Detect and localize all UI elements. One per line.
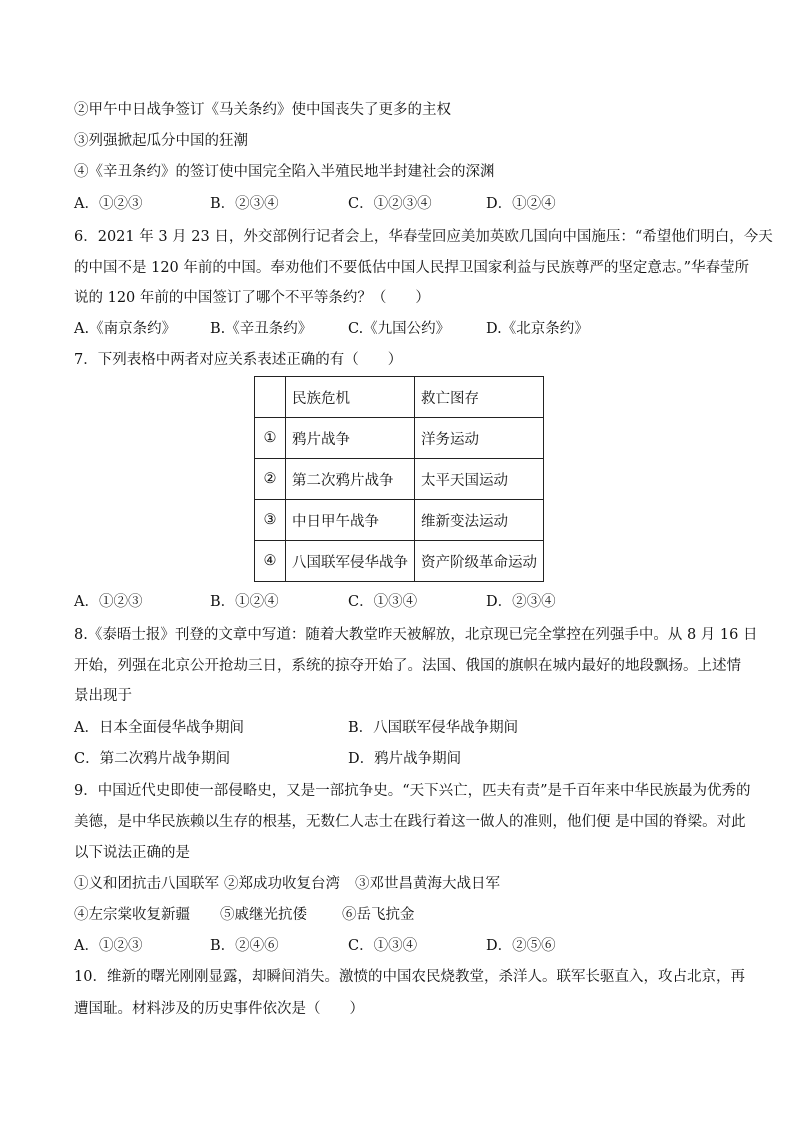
q7-row-2-index: ②	[255, 459, 286, 500]
q7-option-b[interactable]: B．①②④	[210, 594, 279, 610]
q6-options	[74, 319, 734, 339]
q9-stem-line-2: 美德，是中华民族赖以生存的根基，无数仁人志士在践行着这一做人的准则，他们便 是中国的脊梁。对此	[74, 814, 746, 830]
table-row	[255, 418, 544, 459]
q7-row-1-index: ①	[255, 418, 286, 459]
q9-item-4: ④左宗棠收复新疆	[74, 907, 190, 923]
q7-table	[254, 376, 544, 582]
q6-option-d[interactable]: D.《北京条约》	[486, 321, 589, 337]
q7-option-d[interactable]: D．②③④	[486, 594, 556, 610]
q7-option-c[interactable]: C．①③④	[348, 594, 418, 610]
q8-option-b[interactable]: B．八国联军侵华战争期间	[348, 720, 519, 736]
q9-item-3: ③邓世昌黄海大战日军	[355, 876, 500, 892]
q8-option-c[interactable]: C．第二次鸦片战争期间	[74, 751, 231, 767]
table-row	[255, 500, 544, 541]
q5-option-c[interactable]: C．①②③④	[348, 196, 432, 212]
q9-stem-line-1: 9．中国近代史即使一部侵略史，又是一部抗争史。“天下兴亡，匹夫有责”是千百年来中华民族最为优秀的	[74, 783, 751, 799]
q5-statement-3: ③列强掀起瓜分中国的狂潮	[74, 133, 248, 149]
q6-option-a[interactable]: A.《南京条约》	[74, 321, 177, 337]
q8-option-d[interactable]: D．鸦片战争期间	[348, 751, 462, 767]
q7-table-header-row	[255, 377, 544, 418]
q9-option-a[interactable]: A．①②③	[74, 938, 143, 954]
q5-statement-2: ②甲午中日战争签订《马关条约》使中国丧失了更多的主权	[74, 102, 451, 118]
q8-stem-line-1: 8.《泰晤士报》刊登的文章中写道：随着大教堂昨天被解放，北京现已完全掌控在列强手中。从 8 月 16 日	[74, 627, 758, 643]
q8-option-a[interactable]: A．日本全面侵华战争期间	[74, 720, 244, 736]
table-row	[255, 459, 544, 500]
q9-option-d[interactable]: D．②⑤⑥	[486, 938, 556, 954]
q6-option-c[interactable]: C.《九国公约》	[348, 321, 451, 337]
q5-option-d[interactable]: D．①②④	[486, 196, 556, 212]
q7-table-header-crisis: 民族危机	[286, 377, 415, 418]
q9-option-c[interactable]: C．①③④	[348, 938, 418, 954]
q5-options	[74, 194, 734, 214]
q7-row-4-salvation: 资产阶级革命运动	[415, 541, 544, 582]
q6-stem-line-1: 6．2021 年 3 月 23 日，外交部例行记者会上，华春莹回应美加英欧几国向中国施压：“希望他们明白，今天	[74, 229, 773, 245]
q10-stem-line-1: 10．维新的曙光刚刚显露，却瞬间消失。激愤的中国农民烧教堂，杀洋人。联军长驱直入，攻占北京，再	[74, 969, 745, 985]
q7-row-4-index: ④	[255, 541, 286, 582]
q7-table-header-salvation: 救亡图存	[415, 377, 544, 418]
q5-option-b[interactable]: B．②③④	[210, 196, 279, 212]
q10-stem-line-2: 遭国耻。材料涉及的历史事件依次是（ ）	[74, 1001, 364, 1017]
q9-item-1: ①义和团抗击八国联军	[74, 876, 219, 892]
q7-stem: 7．下列表格中两者对应关系表述正确的有（ ）	[74, 352, 403, 368]
q7-row-1-salvation: 洋务运动	[415, 418, 544, 459]
q9-item-5: ⑤戚继光抗倭	[220, 907, 307, 923]
q5-statement-4: ④《辛丑条约》的签订使中国完全陷入半殖民地半封建社会的深渊	[74, 164, 495, 180]
q7-row-4-crisis: 八国联军侵华战争	[286, 541, 415, 582]
q9-options	[74, 936, 734, 956]
q8-stem-line-3: 景出现于	[74, 688, 132, 704]
q9-item-6: ⑥岳飞抗金	[342, 907, 415, 923]
q9-items-row-2	[74, 905, 734, 925]
q7-row-3-salvation: 维新变法运动	[415, 500, 544, 541]
q7-row-3-crisis: 中日甲午战争	[286, 500, 415, 541]
q5-option-a[interactable]: A．①②③	[74, 196, 143, 212]
q6-stem-line-3: 说的 120 年前的中国签订了哪个不平等条约？（ ）	[74, 290, 430, 306]
q8-options-row-1	[74, 718, 734, 738]
q9-items-row-1	[74, 874, 734, 894]
q9-option-b[interactable]: B．②④⑥	[210, 938, 279, 954]
q9-item-2: ②郑成功收复台湾	[224, 876, 340, 892]
q7-table-header-index	[255, 377, 286, 418]
q6-stem-line-2: 的中国不是 120 年前的中国。奉劝他们不要低估中国人民捍卫国家利益与民族尊严的坚定意志。”华春莹所	[74, 260, 750, 276]
table-row	[255, 541, 544, 582]
q7-row-1-crisis: 鸦片战争	[286, 418, 415, 459]
q7-option-a[interactable]: A．①②③	[74, 594, 143, 610]
q7-options	[74, 592, 734, 612]
q6-option-b[interactable]: B.《辛丑条约》	[210, 321, 313, 337]
q7-row-3-index: ③	[255, 500, 286, 541]
q8-stem-line-2: 开始，列强在北京公开抢劫三日，系统的掠夺开始了。法国、俄国的旗帜在城内最好的地段飘扬。上述情	[74, 658, 741, 674]
q8-options-row-2	[74, 749, 734, 769]
q7-row-2-salvation: 太平天国运动	[415, 459, 544, 500]
q7-row-2-crisis: 第二次鸦片战争	[286, 459, 415, 500]
q9-stem-line-3: 以下说法正确的是	[74, 845, 190, 861]
